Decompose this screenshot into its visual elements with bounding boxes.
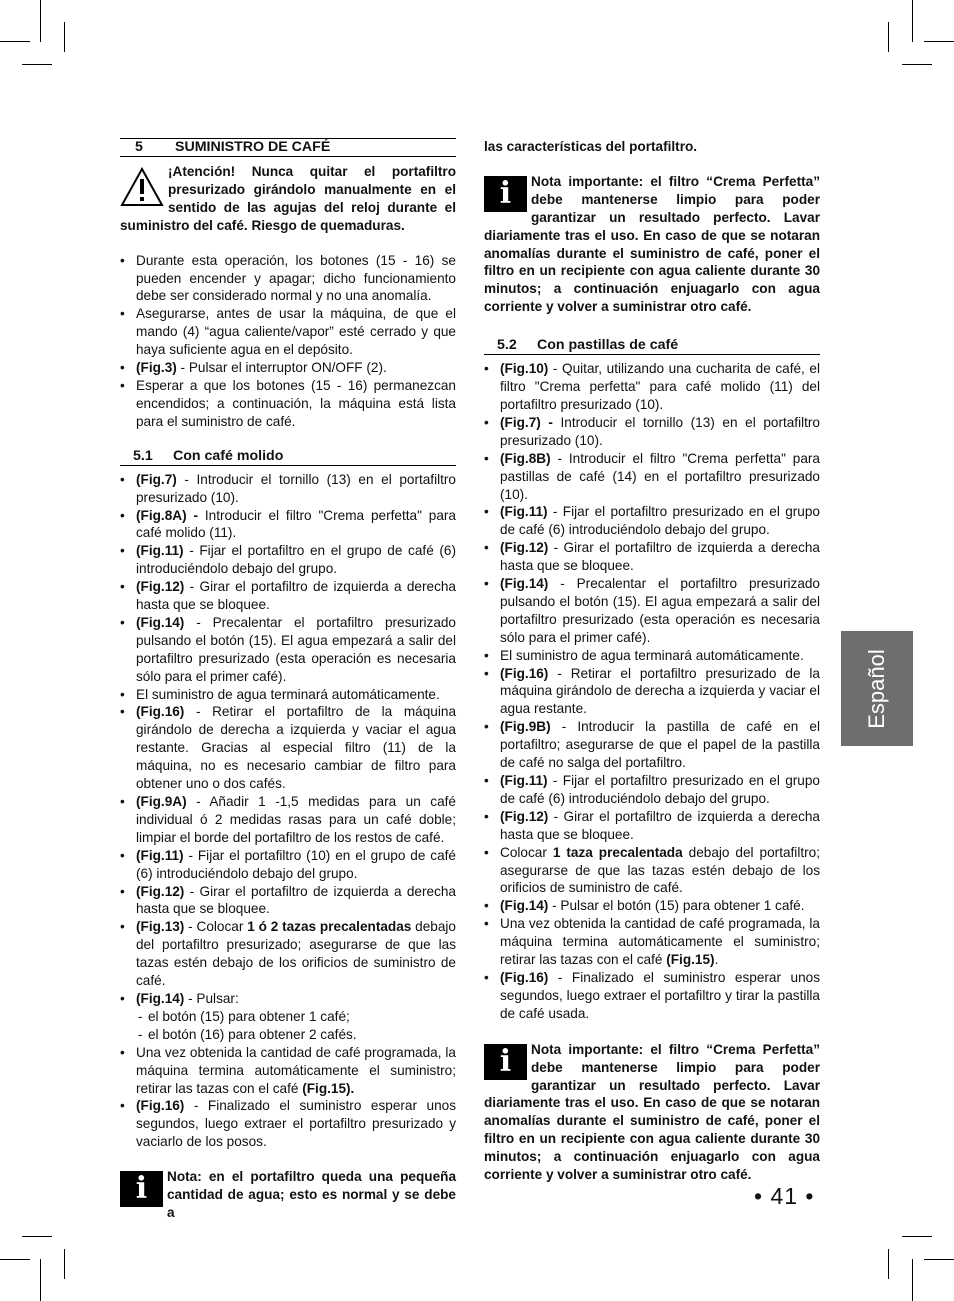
crop-mark	[912, 1259, 913, 1301]
list-item-text: - Finalizado el suministro esperar unos segundos, luego extraer el portafiltro y tirar la pastilla de café usada.	[500, 969, 820, 1021]
list-item-text: Colocar	[500, 844, 553, 860]
figure-reference: (Fig.16)	[500, 665, 549, 681]
list-item-text: - Pulsar:	[184, 990, 239, 1006]
list-item-text: - Fijar el portafiltro (10) en el grupo de café (6) introduciéndolo debajo del grupo.	[136, 847, 456, 881]
note-continuation: las características del portafiltro.	[484, 139, 698, 154]
list-item	[120, 542, 456, 578]
list-item: • (Fig.3) - Pulsar el interruptor ON/OFF (2).	[120, 359, 456, 377]
list-item-text: - Girar el portafiltro de izquierda a derecha hasta que se bloquee.	[500, 540, 820, 574]
figure-reference: (Fig.12)	[136, 883, 185, 899]
warning-text: ¡Atención! Nunca quitar el portafiltro presurizado girándolo manualmente en el sentido de las agujas del reloj durante el suministro del café. Riesgo de quemaduras.	[120, 164, 456, 233]
crop-mark	[912, 0, 913, 42]
section-title: Con café molido	[173, 447, 284, 464]
info-icon: i	[120, 1171, 163, 1207]
list-item	[484, 539, 820, 575]
figure-reference: (Fig.11)	[136, 543, 184, 559]
figure-reference: (Fig.12)	[500, 540, 549, 556]
info-icon: i	[484, 176, 527, 212]
figure-reference: (Fig.14)	[136, 614, 185, 630]
list-item: • Asegurarse, antes de usar la máquina, de que el mando (4) “agua caliente/vapor” esté cerrado y que haya suficiente agua en el depósito.	[120, 305, 456, 359]
list-item	[120, 471, 456, 507]
list-item	[484, 450, 820, 504]
right-column	[484, 138, 820, 1184]
figure-reference: (Fig.15).	[302, 1080, 355, 1096]
list-item-text: Introducir el tornillo (13) en el portafiltro presurizado (10).	[500, 414, 820, 448]
figure-reference: (Fig.7)	[136, 471, 177, 487]
list-item-text: - Introducir el tornillo (13) en el portafiltro presurizado (10).	[136, 471, 456, 505]
list-item	[484, 808, 820, 844]
figure-reference: (Fig.16)	[136, 1098, 185, 1114]
figure-reference: (Fig.15)	[666, 952, 715, 968]
section-title: SUMINISTRO DE CAFÉ	[175, 139, 331, 155]
crop-mark	[40, 0, 41, 42]
list-item	[120, 793, 456, 847]
list-item-text: - Retirar el portafiltro presurizado de la máquina girándolo de derecha a izquierda y vaciar el agua restante.	[500, 665, 820, 717]
list-item-text: el botón (15) para obtener 1 café;	[148, 1008, 350, 1024]
language-tab	[841, 631, 913, 746]
list-item	[484, 897, 820, 915]
figure-reference: (Fig.8A) -	[136, 507, 199, 523]
list-item	[484, 575, 820, 647]
list-item-text: - Introducir el filtro "Crema perfetta" para pastillas de café (14) en el portafiltro presurizado (10).	[500, 450, 820, 502]
list-item	[484, 969, 820, 1023]
list-item	[484, 915, 820, 969]
section-5-list	[120, 252, 456, 431]
list-item-text: Una vez obtenida la cantidad de café programada, la máquina termina automáticamente el suministro; retirar las tazas con el café	[500, 916, 820, 968]
list-item-text: - Pulsar el botón (15) para obtener 1 café.	[548, 898, 805, 914]
section-5-2-list	[484, 360, 820, 1023]
crop-mark	[888, 1249, 889, 1279]
list-item	[120, 847, 456, 883]
list-item-text: debajo del portafiltro presurizado; asegurarse de que las tazas estén debajo de los orificios de suministro de café.	[136, 919, 456, 989]
list-item-text: - Precalentar el portafiltro presurizado pulsando el botón (15). El agua empezará a salir del portafiltro presurizado (esta operación es necesaria sólo para el primer café).	[500, 576, 820, 645]
list-item	[120, 686, 456, 704]
crop-mark	[924, 1259, 954, 1260]
list-item	[120, 918, 456, 990]
list-item	[484, 647, 820, 665]
list-item-text: el botón (16) para obtener 2 cafés.	[148, 1026, 357, 1042]
section-5-1-list	[120, 471, 456, 1151]
list-item-text: - Girar el portafiltro de izquierda a derecha hasta que se bloquee.	[136, 579, 456, 613]
section-5-2-heading	[484, 337, 820, 355]
important-note-1	[484, 173, 820, 316]
figure-reference: (Fig.9A)	[136, 794, 187, 809]
crop-mark	[40, 1259, 41, 1301]
list-item-text: - Fijar el portafiltro presurizado en el grupo de café (6) introduciéndolo debajo del grupo.	[500, 504, 820, 538]
crop-mark	[22, 1236, 52, 1237]
crop-mark	[902, 1236, 932, 1237]
important-note-text: Nota importante: el filtro “Crema Perfetta” debe mantenerse limpio para poder garantizar un resultado perfecto. Lavar diariamente tras el uso. En caso de que se notaran anomalías durante el suministro de café, poner el filtro en un recipiente con agua caliente durante 30 minutos; a continuación enjuagarlo con agua corriente y volver a suministrar otro café.	[484, 173, 820, 315]
list-item	[484, 414, 820, 450]
crop-mark	[22, 64, 52, 65]
crop-mark	[0, 1259, 30, 1260]
crop-mark	[64, 22, 65, 52]
figure-reference: (Fig.9B)	[500, 719, 551, 735]
page-number: • 41 •	[754, 1183, 815, 1209]
list-item	[484, 360, 820, 414]
note-box	[120, 1168, 456, 1222]
figure-reference: (Fig.12)	[136, 579, 185, 595]
warning-triangle-icon	[120, 167, 164, 207]
section-number: 5.2	[497, 337, 517, 354]
list-item-text: El suministro de agua terminará automáticamente.	[136, 686, 440, 702]
crop-mark	[888, 22, 889, 52]
figure-reference: (Fig.11)	[500, 773, 548, 788]
list-item	[484, 844, 820, 898]
list-item	[120, 883, 456, 919]
list-item	[120, 1026, 456, 1044]
figure-reference: (Fig.14)	[500, 898, 549, 914]
left-column	[120, 138, 456, 1222]
list-item	[120, 1044, 456, 1098]
figure-reference: (Fig.11)	[500, 504, 548, 520]
list-item	[484, 665, 820, 719]
list-item-text: - Precalentar el portafiltro presurizado pulsando el botón (15). El agua empezará a salir del portafiltro presurizado (esta operación es necesaria sólo para el primer café).	[136, 614, 456, 684]
section-title: Con pastillas de café	[537, 337, 679, 354]
figure-reference: (Fig.14)	[500, 576, 549, 592]
list-item-text: - Colocar	[184, 919, 248, 935]
crop-mark	[64, 1249, 65, 1279]
figure-reference: (Fig.10)	[500, 361, 549, 377]
list-item-text: - Fijar el portafiltro en el grupo de café (6) introduciéndolo debajo del grupo.	[136, 543, 456, 577]
crop-mark	[902, 64, 932, 65]
list-item	[120, 1008, 456, 1026]
list-item-text: Introducir el filtro "Crema perfetta" para café molido (11).	[136, 507, 456, 541]
note-text: Nota: en el portafiltro queda una pequeña cantidad de agua; esto es normal y se debe a	[167, 1169, 456, 1220]
list-item-text: - Quitar, utilizando una cucharita de café, el filtro "Crema perfetta" para café molido (11) del portafiltro presurizado (10).	[500, 361, 820, 412]
list-item-text: Una vez obtenida la cantidad de café programada, la máquina termina automáticamente el suministro; retirar las tazas con el café	[136, 1044, 456, 1096]
figure-reference: (Fig.16)	[136, 704, 185, 720]
crop-mark	[924, 41, 954, 42]
figure-reference: (Fig.12)	[500, 808, 549, 824]
figure-reference: (Fig.8B)	[500, 450, 551, 466]
list-item	[120, 614, 456, 686]
language-label: Español	[864, 648, 889, 729]
list-item	[120, 703, 456, 793]
important-note-text: Nota importante: el filtro “Crema Perfetta” debe mantenerse limpio para poder garantizar un resultado perfecto. Lavar diariamente tras el uso. En caso de que se notaran anomalías durante el suministro de café, poner el filtro en un recipiente con agua caliente durante 30 minutos; a continuación enjuagarlo con agua corriente y volver a suministrar otro café.	[484, 1041, 820, 1183]
list-item: • Esperar a que los botones (15 - 16) permanezcan encendidos; a continuación, la máquina está lista para el suministro de café.	[120, 377, 456, 431]
section-number: 5.1	[133, 447, 153, 464]
figure-reference: 1 taza precalentada	[552, 844, 683, 860]
list-item: • Durante esta operación, los botones (15 - 16) se pueden encender y apagar; dicho funcionamiento debe ser considerado normal y no una anomalía.	[120, 252, 456, 306]
list-item	[120, 1097, 456, 1151]
figure-reference: (Fig.14)	[136, 990, 185, 1006]
figure-reference: (Fig.11)	[136, 847, 184, 863]
crop-mark	[0, 41, 30, 42]
info-icon: i	[484, 1044, 527, 1080]
list-item-text: El suministro de agua terminará automáticamente.	[500, 647, 804, 663]
list-item-text: - Añadir 1 -1,5 medidas para un café individual ó 2 medidas rasas para un café doble; limpiar el borde del portafiltro de los restos de café.	[136, 794, 456, 845]
list-item-text: - Girar el portafiltro de izquierda a derecha hasta que se bloquee.	[500, 808, 820, 842]
section-5-heading	[120, 138, 456, 157]
figure-reference: (Fig.13)	[136, 919, 185, 935]
section-5-1-heading	[120, 448, 456, 466]
list-item-text: - Retirar el portafiltro de la máquina girándolo de derecha a izquierda y vaciar el agua restante. Gracias al especial filtro (11) de la máquina, no es necesario cambiar de filtro para obtener uno o dos cafés.	[136, 704, 456, 792]
figure-reference: (Fig.7) -	[500, 414, 553, 430]
list-item-text: debajo del portafiltro; asegurarse de que las tazas estén debajo de los orificios de suministro de café.	[500, 844, 820, 896]
list-item	[484, 718, 820, 772]
list-item-text: .	[714, 952, 719, 968]
figure-reference: (Fig.16)	[500, 969, 549, 985]
list-item-text: - Finalizado el suministro esperar unos segundos, luego extraer el portafiltro presurizado y vaciarlo de los posos.	[136, 1098, 456, 1150]
warning-block	[120, 163, 456, 235]
list-item-text: - Fijar el portafiltro presurizado en el grupo de café (6) introduciéndolo debajo del grupo.	[500, 773, 820, 806]
list-item	[484, 503, 820, 539]
figure-reference: 1 ó 2 tazas precalentadas	[247, 919, 412, 935]
list-item-text: - Girar el portafiltro de izquierda a derecha hasta que se bloquee.	[136, 883, 456, 917]
section-number: 5	[135, 139, 143, 155]
important-note-2	[484, 1041, 820, 1184]
list-item	[120, 578, 456, 614]
list-item	[120, 507, 456, 543]
list-item	[120, 990, 456, 1008]
list-item-text: - Introducir la pastilla de café en el portafiltro; asegurarse de que el papel de la pastilla de café no salga del portafiltro.	[500, 719, 820, 771]
list-item	[484, 772, 820, 808]
